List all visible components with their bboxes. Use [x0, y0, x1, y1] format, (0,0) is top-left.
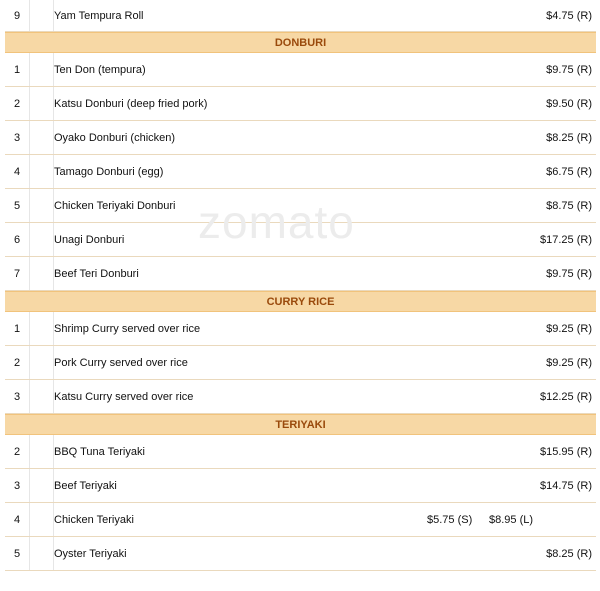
item-price: $14.75 (R) [540, 479, 592, 492]
item-price: $15.95 (R) [540, 445, 592, 458]
zomato-watermark: zomato [198, 196, 355, 248]
item-number: 7 [5, 257, 30, 290]
cell-divider [29, 121, 54, 154]
section-header: DONBURI [5, 32, 596, 53]
menu-sections [5, 32, 596, 571]
item-name: BBQ Tuna Teriyaki [54, 445, 145, 458]
item-price-small: $5.75 (S) [427, 513, 473, 526]
item-number: 5 [5, 537, 30, 570]
menu-row [5, 0, 596, 32]
item-number: 6 [5, 223, 30, 256]
item-number: 4 [5, 503, 30, 536]
menu-row [5, 537, 596, 571]
item-price: $9.25 (R) [546, 322, 592, 335]
section-header: CURRY RICE [5, 291, 596, 312]
item-number: 5 [5, 189, 30, 222]
item-name: Pork Curry served over rice [54, 356, 188, 369]
item-name: Beef Teri Donburi [54, 267, 139, 280]
cell-divider [29, 155, 54, 188]
item-price: $9.75 (R) [546, 63, 592, 76]
item-name: Unagi Donburi [54, 233, 125, 246]
cell-divider [29, 53, 54, 86]
item-price-large: $8.95 (L) [489, 513, 534, 526]
item-name: Yam Tempura Roll [54, 9, 144, 22]
cell-divider [29, 257, 54, 290]
item-number: 1 [5, 312, 30, 345]
menu-row [5, 121, 596, 155]
item-name: Katsu Curry served over rice [54, 390, 194, 403]
item-number: 2 [5, 87, 30, 120]
item-price: $8.25 (R) [546, 131, 592, 144]
item-name: Oyster Teriyaki [54, 547, 127, 560]
menu-row [5, 257, 596, 291]
menu-row [5, 435, 596, 469]
menu-row [5, 346, 596, 380]
section-header: TERIYAKI [5, 414, 596, 435]
item-name: Tamago Donburi (egg) [54, 165, 164, 178]
cell-divider [29, 346, 54, 379]
menu-row [5, 223, 596, 257]
item-number: 4 [5, 155, 30, 188]
item-number: 2 [5, 435, 30, 468]
cell-divider [29, 189, 54, 222]
cell-divider [29, 0, 54, 31]
cell-divider [29, 469, 54, 502]
item-number: 3 [5, 121, 30, 154]
menu-table [5, 0, 596, 571]
item-number: 3 [5, 469, 30, 502]
menu-row [5, 189, 596, 223]
item-number: 9 [5, 0, 30, 31]
menu-row [5, 380, 596, 414]
item-name: Oyako Donburi (chicken) [54, 131, 176, 144]
cell-divider [29, 380, 54, 413]
item-name: Shrimp Curry served over rice [54, 322, 201, 335]
item-name: Ten Don (tempura) [54, 63, 146, 76]
cell-divider [29, 537, 54, 570]
cell-divider [29, 435, 54, 468]
item-price: $8.75 (R) [546, 199, 592, 212]
item-price: $9.25 (R) [546, 356, 592, 369]
cell-divider [29, 87, 54, 120]
item-number: 2 [5, 346, 30, 379]
menu-row [5, 469, 596, 503]
item-price: $9.50 (R) [546, 97, 592, 110]
cell-divider [29, 312, 54, 345]
item-price: $9.75 (R) [546, 267, 592, 280]
menu-row [5, 87, 596, 121]
cell-divider [29, 503, 54, 536]
menu-row [5, 503, 596, 537]
item-name: Chicken Teriyaki Donburi [54, 199, 176, 212]
item-name: Beef Teriyaki [54, 479, 117, 492]
item-name: Chicken Teriyaki [54, 513, 134, 526]
menu-row [5, 155, 596, 189]
item-name: Katsu Donburi (deep fried pork) [54, 97, 208, 110]
item-number: 3 [5, 380, 30, 413]
item-price: $6.75 (R) [546, 165, 592, 178]
item-price: $4.75 (R) [546, 9, 592, 22]
item-price: $17.25 (R) [540, 233, 592, 246]
item-price: $12.25 (R) [540, 390, 592, 403]
menu-row [5, 53, 596, 87]
menu-row [5, 312, 596, 346]
cell-divider [29, 223, 54, 256]
item-price: $8.25 (R) [546, 547, 592, 560]
item-number: 1 [5, 53, 30, 86]
